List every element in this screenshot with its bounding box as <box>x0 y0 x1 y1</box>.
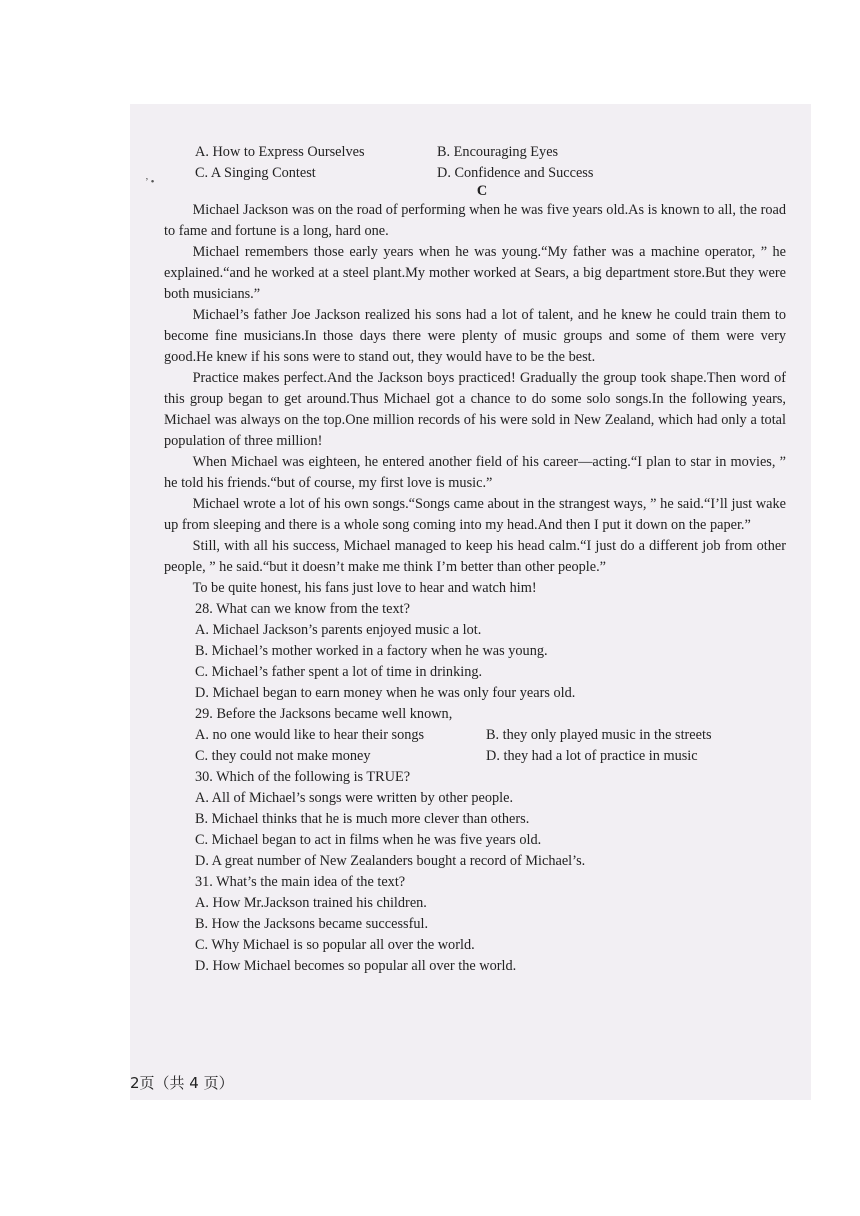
scan-mark: ’ • <box>145 176 155 188</box>
prev-option-d: D. Confidence and Success <box>437 165 594 181</box>
question-31-option-a: A. How Mr.Jackson trained his children. <box>195 895 427 911</box>
question-30-stem: 30. Which of the following is TRUE? <box>195 769 411 785</box>
question-29-option-d: D. they had a lot of practice in music <box>486 748 698 764</box>
question-29-option-c: C. they could not make money <box>195 748 371 764</box>
passage-paragraph: Practice makes perfect.And the Jackson boys practiced! Gradually the group took shape.Then word of this group began to get around.Thus Michael got a chance to do some solo songs.In the following years, Michael was always on the top.One million records of his were sold in New Zealand, which had only a total population of three million! <box>164 370 786 449</box>
question-28-option-d: D. Michael began to earn money when he was only four years old. <box>195 685 576 701</box>
scanned-page <box>130 104 811 1100</box>
passage-paragraph: When Michael was eighteen, he entered another field of his career—acting.“I plan to star in movies, ” he told his friends.“but of course, my first love is music.” <box>164 454 786 491</box>
question-29-option-a: A. no one would like to hear their songs <box>195 727 425 743</box>
page-number-footer: 2页（共 4 页） <box>130 1074 234 1092</box>
question-31-stem: 31. What’s the main idea of the text? <box>195 874 406 890</box>
question-28-option-a: A. Michael Jackson’s parents enjoyed music a lot. <box>195 622 482 638</box>
passage-paragraph: Michael Jackson was on the road of performing when he was five years old.As is known to all, the road to fame and fortune is a long, hard one. <box>164 202 786 239</box>
question-30-option-c: C. Michael began to act in films when he was five years old. <box>195 832 542 848</box>
question-29-row-2 <box>195 746 786 767</box>
question-30-option-d: D. A great number of New Zealanders bought a record of Michael’s. <box>195 853 586 869</box>
prev-option-a: A. How to Express Ourselves <box>195 144 365 160</box>
passage-paragraph: Michael wrote a lot of his own songs.“Songs came about in the strangest ways, ” he said.“I’ll just wake up from sleeping and there is a whole song coming into my head.And then I put it down on the paper.” <box>164 496 786 533</box>
passage-paragraph: Michael remembers those early years when he was young.“My father was a machine operator, ” he explained.“and he worked at a steel plant.My mother worked at Sears, a big department store.But they were both musicians.” <box>164 244 786 302</box>
question-30-option-a: A. All of Michael’s songs were written by other people. <box>195 790 514 806</box>
passage-paragraph: Still, with all his success, Michael managed to keep his head calm.“I just do a different job from other people, ” he said.“but it doesn’t make me think I’m better than other people.” <box>164 538 786 575</box>
passage-paragraph: Michael’s father Joe Jackson realized his sons had a lot of talent, and he knew he could train them to become fine musicians.In those days there were plenty of music groups and some of them were very good.He knew if his sons were to stand out, they would have to be the best. <box>164 307 786 365</box>
question-30-option-b: B. Michael thinks that he is much more clever than others. <box>195 811 530 827</box>
prev-option-b: B. Encouraging Eyes <box>437 144 559 160</box>
question-29-option-b: B. they only played music in the streets <box>486 727 712 743</box>
passage-paragraph: To be quite honest, his fans just love to hear and watch him! <box>192 580 537 596</box>
question-31-option-b: B. How the Jacksons became successful. <box>195 916 429 932</box>
prev-options-row-2 <box>195 163 786 184</box>
page-content <box>164 142 786 977</box>
question-28-option-b: B. Michael’s mother worked in a factory when he was young. <box>195 643 548 659</box>
question-28-stem: 28. What can we know from the text? <box>195 601 410 617</box>
question-31-option-c: C. Why Michael is so popular all over the world. <box>195 937 475 953</box>
question-28-option-c: C. Michael’s father spent a lot of time in drinking. <box>195 664 483 680</box>
question-29-row-1 <box>195 725 786 746</box>
question-31-option-d: D. How Michael becomes so popular all over the world. <box>195 958 517 974</box>
section-letter: C <box>476 183 488 199</box>
prev-option-c: C. A Singing Contest <box>195 165 316 181</box>
question-29-stem: 29. Before the Jacksons became well known, <box>195 706 453 722</box>
prev-options-row-1 <box>195 142 786 163</box>
